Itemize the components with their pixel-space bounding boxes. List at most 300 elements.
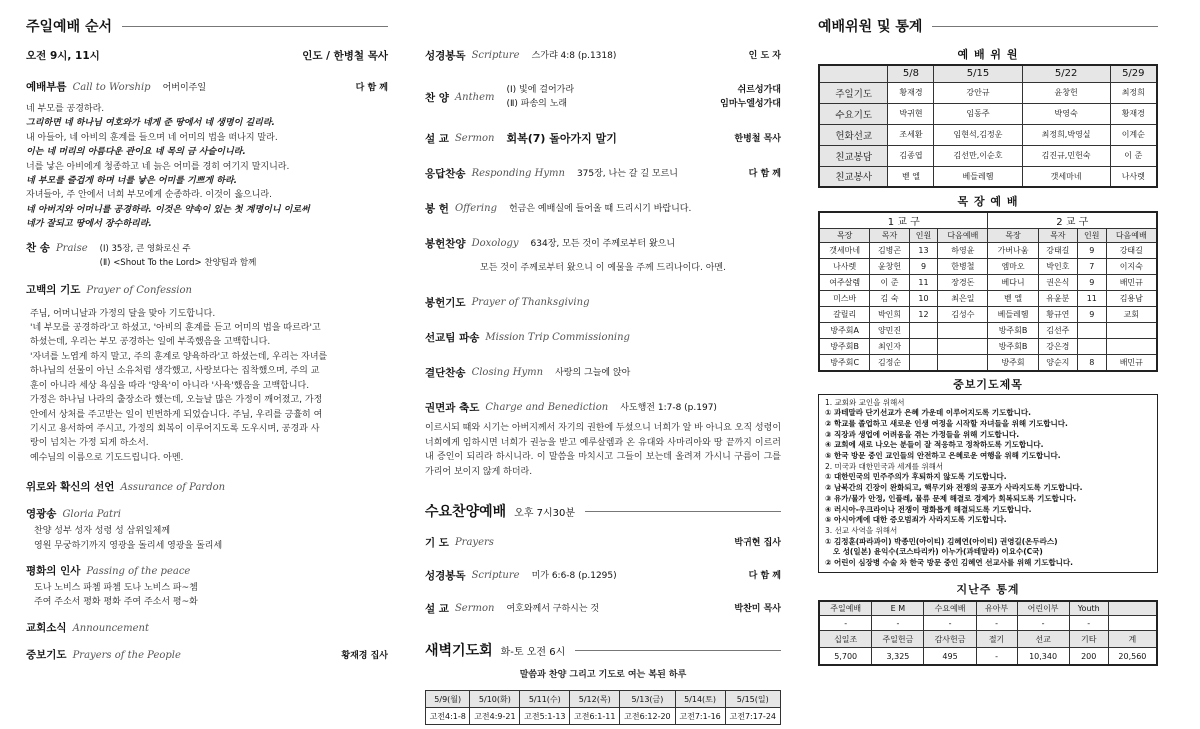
item-right: 쉬르성가대 임마누엘성가대	[720, 85, 781, 109]
mokjang-row	[819, 291, 1157, 307]
dawn-day-cell: 5/10(화)	[470, 691, 520, 708]
item-label: 교회소식	[26, 621, 67, 634]
call-line: 네 아버지와 어머니를 공경하라. 이것은 약속이 있는 첫 계명이니 이로써	[26, 204, 310, 215]
mokjang-cell	[1078, 339, 1107, 355]
item-right: 박귀현 집사	[734, 537, 781, 548]
mokjang-body	[819, 243, 1157, 371]
item-right: 황재경 집사	[341, 650, 388, 661]
group-2: 2 교 구	[988, 212, 1157, 229]
committee-name-cell: 임동주	[934, 103, 1022, 124]
mokjang-cell: 교회	[1106, 307, 1157, 323]
mokjang-cell: 12	[909, 307, 938, 323]
dawn-text-cell: 고전7:17-24	[725, 708, 780, 725]
item-label: 결단찬송	[425, 367, 466, 380]
stats-cell: 주일예배	[819, 601, 872, 616]
dawn-day-cell: 5/15(일)	[725, 691, 780, 708]
committee-role-cell: 헌화선교	[819, 124, 888, 145]
mokjang-title: 목 장 예 배	[957, 195, 1019, 208]
stats-cell: 선교	[1017, 631, 1069, 648]
item-mid: 미가 6:6-8 (p.1295)	[531, 570, 617, 581]
confession-line: 기시고 용서하여 주시고, 가정의 회복이 이루어지도록 도우시며, 공경과 사	[30, 423, 320, 434]
mokjang-header-cell: 다음예배	[938, 229, 988, 243]
confession-line: '자녀를 노엽게 하지 말고, 주의 훈계로 양육하라'고 하셨는데, 우리는 자녀를	[30, 351, 328, 362]
confession-row	[26, 282, 388, 297]
committee-name-cell: 최정희	[1110, 82, 1157, 103]
item-label: 찬 양	[425, 91, 449, 104]
item-label: 성경봉독	[425, 50, 466, 62]
committee-name-cell: 조세환	[888, 124, 934, 145]
prayer-line: ⑤ 한국 방문 중인 교인들의 안전하고 은혜로운 여행을 위해 기도합니다.	[825, 451, 1061, 461]
mokjang-header-row	[819, 229, 1157, 243]
confession-line: '네 부모를 공경하라'고 하셨고, '아비의 훈계를 듣고 어미의 법을 따르라'고	[30, 323, 321, 334]
mokjang-cell: 9	[1078, 243, 1107, 259]
stats-cell: 계	[1108, 631, 1157, 648]
item-label: 응답찬송	[425, 168, 466, 180]
item-en: Prayer of Thanksgiving	[471, 297, 590, 309]
section-title: 주일예배 순서	[26, 19, 113, 35]
committee-row	[819, 145, 1157, 166]
item-right: 한병철 목사	[734, 133, 781, 144]
prayer-line: ⑤ 아시아계에 대한 증오범죄가 사라지도록 기도합니다.	[825, 515, 1007, 525]
item-right: 다 함 께	[748, 570, 781, 581]
dawn-text-cell: 고전4:9-21	[470, 708, 520, 725]
mokjang-cell: 김용남	[1106, 291, 1157, 307]
item-en: Scripture	[471, 50, 520, 61]
stats-cell: Youth	[1069, 601, 1108, 616]
mokjang-row	[819, 323, 1157, 339]
committee-name-cell: 베들레헴	[934, 166, 1022, 187]
prayer-line: ① 김정훈(파라과이) 박종민(아이티) 김혜연(아이티) 권영길(온두라스)	[825, 536, 1058, 546]
service-time-row	[26, 48, 388, 63]
item-en: Call to Worship	[72, 82, 151, 93]
item-en: Doxology	[471, 238, 519, 249]
committee-row	[819, 124, 1157, 145]
mokjang-cell	[938, 323, 988, 339]
mokjang-cell: 방주회B	[819, 339, 870, 355]
prayer-box	[818, 394, 1158, 573]
item-en: Prayers of the People	[72, 649, 181, 661]
mokjang-header-cell: 다음예배	[1106, 229, 1157, 243]
mokjang-cell: 방주회A	[819, 323, 870, 339]
confession-line: 예수님의 이름으로 기도드립니다. 아멘.	[30, 452, 184, 463]
worship-items-list	[425, 48, 781, 251]
stats-cell: 감사헌금	[924, 631, 976, 648]
dawn-schedule-table	[425, 690, 781, 725]
gloria-row	[26, 506, 388, 521]
committee-name-cell: 임현석,김정운	[934, 124, 1022, 145]
mokjang-cell: 가버나움	[988, 243, 1038, 259]
praise-row	[26, 240, 388, 270]
item-en: Mission Trip Commissioning	[485, 332, 630, 344]
dawn-day-cell: 5/14(토)	[675, 691, 725, 708]
item-mid: 헌금은 예배실에 들어올 때 드리시기 바랍니다.	[508, 203, 692, 214]
mokjang-cell: 나사렛	[819, 259, 870, 275]
stats-cell: -	[976, 648, 1017, 665]
item-label: 봉헌기도	[425, 297, 466, 310]
stats-cell: -	[1017, 616, 1069, 631]
worship-item-row	[425, 295, 781, 310]
committee-name-cell: 갯세마네	[1022, 166, 1110, 187]
stats-cell: 어린이부	[1017, 601, 1069, 616]
assurance-row	[26, 479, 388, 494]
call-line: 너를 낳은 아비에게 청종하고 네 늙은 어미를 경히 여기지 말지니라.	[26, 161, 290, 172]
mokjang-cell: 최은일	[938, 291, 988, 307]
committee-row	[819, 82, 1157, 103]
mokjang-row	[819, 275, 1157, 291]
mokjang-cell	[938, 339, 988, 355]
prayer-line: ② 어린이 심장병 수술 차 한국 방문 중인 김혜연 선교사를 위해 기도합니다.	[825, 558, 1074, 568]
gloria-line-2: 영원 무궁하기까지 영광을 돌리세 영광을 돌리세	[34, 540, 223, 551]
stats-cell: -	[872, 616, 924, 631]
order-of-worship-column	[26, 0, 388, 662]
prayer-line: ④ 러시아-우크라이나 전쟁이 평화롭게 해결되도록 기도합니다.	[825, 504, 1032, 514]
committee-date-cell: 5/29	[1110, 65, 1157, 82]
committee-name-cell: 김진규,민헌숙	[1022, 145, 1110, 166]
prayer-line: ③ 유가/물가 안정, 인플레, 물류 문제 해결로 경제가 회복되도록 기도합니다.	[825, 493, 1077, 503]
committee-title: 예 배 위 원	[957, 48, 1019, 61]
mokjang-cell: 베다니	[988, 275, 1038, 291]
call-line: 네 부모를 공경하라.	[26, 104, 105, 114]
item-label: 성경봉독	[425, 570, 466, 583]
mokjang-cell: 벧 엘	[988, 291, 1038, 307]
stats-cell	[1108, 601, 1157, 616]
worship-item-row	[425, 601, 781, 616]
mokjang-cell: 양민진	[870, 323, 909, 339]
mokjang-header-cell: 목장	[819, 229, 870, 243]
call-line: 네 부모를 즐겁게 하며 너를 낳은 어미를 기쁘게 하라.	[26, 176, 238, 187]
committee-row	[819, 103, 1157, 124]
mokjang-cell: 갈릴리	[819, 307, 870, 323]
committee-name-cell: 박귀현	[888, 103, 934, 124]
item-en: Prayer of Confession	[86, 284, 192, 296]
call-line: 이는 네 머리의 아름다운 관이요 네 목의 금 사슬이니라.	[26, 147, 246, 158]
committee-name-cell: 나사렛	[1110, 166, 1157, 187]
worship-item-row	[425, 330, 781, 345]
peace-line-2: 주여 주소서 평화 평화 주여 주소서 평~화	[34, 597, 198, 608]
mokjang-cell: 강태길	[1106, 243, 1157, 259]
praise-song-2: (Ⅱ) <Shout To the Lord> 찬양팀과 함께	[99, 257, 257, 268]
mokjang-group-row	[819, 212, 1157, 229]
item-en: Offering	[454, 203, 497, 214]
mokjang-cell: 방주회B	[988, 339, 1038, 355]
confession-line: 주님, 어머니날과 가정의 달을 맞아 기도합니다.	[30, 308, 216, 319]
stats-cell: 200	[1069, 648, 1108, 665]
committee-name-cell: 김종엽	[888, 145, 934, 166]
confession-line: 훈이 아니라 세상 욕심을 따라 '양육'이 아니라 '사육'했음을 고백합니다.	[30, 380, 310, 391]
stats-cell: 495	[924, 648, 976, 665]
stats-header-1	[819, 601, 1157, 616]
committee-role-cell: 수요기도	[819, 103, 888, 124]
peace-line-1: 도나 노비스 파쳄 파쳄 도나 노비스 파~쳄	[34, 582, 198, 593]
stats-cell: 주일헌금	[872, 631, 924, 648]
mokjang-cell: 이지숙	[1106, 259, 1157, 275]
committee-name-cell: 이 준	[1110, 145, 1157, 166]
worship-item-row	[425, 236, 781, 251]
mokjang-row	[819, 355, 1157, 371]
stats-cell: 기타	[1069, 631, 1108, 648]
committee-name-cell: 강안규	[934, 82, 1022, 103]
committee-date-cell: 5/22	[1022, 65, 1110, 82]
gloria-text	[26, 524, 388, 553]
item-en: Anthem	[454, 91, 495, 103]
mokjang-cell: 김정순	[870, 355, 909, 371]
confession-line: 가정은 하나님 나라의 출장소라 했는데, 오늘날 많은 가정이 깨어졌고, 가정	[30, 395, 323, 406]
item-label: 찬 송	[26, 241, 50, 254]
mokjang-cell: 8	[1078, 355, 1107, 371]
committee-name-cell: 김선만,이순호	[934, 145, 1022, 166]
mokjang-cell	[938, 355, 988, 371]
item-mid: 634장, 모든 것이 주께로부터 왔으니	[530, 238, 676, 249]
item-en: Gloria Patri	[62, 509, 122, 521]
worship-item-row	[425, 568, 781, 583]
peace-row	[26, 563, 388, 578]
worship-item-row	[425, 131, 781, 146]
item-label: 설 교	[425, 133, 449, 145]
doxology-line: 모든 것이 주께로부터 왔으니 이 예물을 주께 드리나이다. 아멘.	[480, 263, 726, 273]
stats-values-2	[819, 648, 1157, 665]
mokjang-cell: 박인호	[1038, 259, 1077, 275]
heading-rule	[575, 650, 781, 651]
call-to-worship-text	[26, 102, 388, 232]
mokjang-cell: 김선주	[1038, 323, 1077, 339]
item-en: Responding Hymn	[471, 168, 565, 179]
stats-cell: 유아부	[976, 601, 1017, 616]
heading-rule	[122, 26, 388, 27]
dawn-texts-row	[426, 708, 781, 725]
item-label: 기 도	[425, 537, 449, 550]
item-en: Assurance of Pardon	[120, 482, 226, 494]
item-en: Passing of the peace	[86, 565, 191, 577]
mokjang-header-cell: 목장	[988, 229, 1038, 243]
item-label: 중보기도	[26, 648, 67, 661]
mokjang-cell	[909, 355, 938, 371]
prayer-line: ② 학교를 졸업하고 새로운 인생 여정을 시작할 자녀들을 위해 기도합니다.	[825, 418, 1068, 428]
committee-name-cell: 황재경	[1110, 103, 1157, 124]
prayer-line: ① 대한민국의 민주주의가 후퇴하지 않도록 기도합니다.	[825, 472, 1007, 482]
worship-items-list-2	[425, 295, 781, 415]
stats-cell: 십일조	[819, 631, 872, 648]
stats-cell: -	[924, 616, 976, 631]
item-en: Announcement	[72, 622, 149, 634]
section-time: 오후 7시30분	[514, 507, 576, 519]
mokjang-cell: 장경돈	[938, 275, 988, 291]
stats-title: 지난주 통계	[956, 582, 1020, 596]
prayer-line: ① 과테말라 단기선교가 은혜 가운데 이루어지도록 기도합니다.	[825, 408, 1031, 418]
stats-cell: 수요예배	[924, 601, 976, 616]
stats-cell: 절기	[976, 631, 1017, 648]
mokjang-cell: 9	[1078, 275, 1107, 291]
mokjang-cell: 13	[909, 243, 938, 259]
mokjang-header-cell: 인원	[909, 229, 938, 243]
committee-table	[818, 64, 1158, 188]
mokjang-cell	[909, 323, 938, 339]
committee-corner-cell	[819, 65, 888, 82]
committee-name-cell: 황재경	[888, 82, 934, 103]
stats-table	[818, 600, 1158, 666]
stats-cell: -	[1069, 616, 1108, 631]
mokjang-cell: 윤창헌	[870, 259, 909, 275]
dawn-text-cell: 고전4:1-8	[426, 708, 470, 725]
item-mid: (Ⅰ) 빛에 걸어가라 (Ⅱ) 파송의 노래	[506, 85, 575, 109]
section-title: 수요찬양예배	[425, 504, 507, 521]
mokjang-cell: 김성수	[938, 307, 988, 323]
committee-name-cell: 벧 엘	[888, 166, 934, 187]
heading-rule	[932, 26, 1158, 27]
mokjang-cell: 갯세마네	[819, 243, 870, 259]
item-label: 평화의 인사	[26, 564, 81, 577]
worship-item-row	[425, 83, 781, 111]
mokjang-cell: 배민규	[1106, 355, 1157, 371]
sunday-worship-heading	[26, 14, 388, 38]
committee-heading	[818, 14, 1158, 38]
prayer-title: 중보기도제목	[953, 377, 1023, 391]
mokjang-cell: 강은경	[1038, 339, 1077, 355]
mokjang-table	[818, 211, 1158, 372]
confession-line: 안에서 상처를 주고받는 일이 빈번하게 되었습니다. 주님, 우리를 긍휼히 여	[30, 409, 323, 420]
item-label: 봉 헌	[425, 203, 449, 215]
committee-role-cell: 친교봉담	[819, 145, 888, 166]
service-time: 오전 9시, 11시	[26, 50, 100, 62]
item-mid: 스가랴 4:8 (p.1318)	[531, 50, 617, 61]
mokjang-header-cell: 목자	[870, 229, 909, 243]
worship-item-row	[425, 535, 781, 550]
stats-cell: 3,325	[872, 648, 924, 665]
mokjang-cell	[1106, 323, 1157, 339]
mokjang-row	[819, 243, 1157, 259]
worship-item-row	[425, 365, 781, 380]
prayer-line: 오 성(일본) 윤익수(코스타리카) 이누가(과테말라) 이요수(C국)	[825, 547, 1043, 557]
item-label: 봉헌찬양	[425, 238, 466, 250]
call-line: 그리하면 네 하나님 여호와가 네게 준 땅에서 네 생명이 길리라.	[26, 118, 275, 129]
call-to-worship-row	[26, 79, 388, 94]
gloria-line-1: 찬양 성부 성자 성령 성 삼위일체께	[34, 526, 171, 537]
committee-name-cell: 최정희,박영실	[1022, 124, 1110, 145]
prayer-group-head: 1. 교회와 교인을 위해서	[825, 397, 905, 407]
praise-songs	[88, 242, 388, 270]
section-title: 새벽기도회	[425, 643, 493, 660]
committee-row	[819, 166, 1157, 187]
call-line: 자녀들아, 주 안에서 너희 부모에게 순종하라. 이것이 옳으니라.	[26, 190, 272, 201]
item-right: 다 함 께	[748, 168, 781, 179]
mokjang-cell: 김병곤	[870, 243, 909, 259]
mokjang-cell: 권은식	[1038, 275, 1077, 291]
item-en: Sermon	[454, 603, 495, 615]
mokjang-cell	[1106, 339, 1157, 355]
item-label: 고백의 기도	[26, 283, 81, 296]
item-label: 설 교	[425, 603, 449, 616]
dawn-text-cell: 고전6:12-20	[620, 708, 675, 725]
stats-cell: 20,560	[1108, 648, 1157, 665]
confession-line: 하나님의 선물이 아닌 소유처럼 생각했고, 사랑보다는 집착했으며, 주의 교	[30, 366, 320, 377]
mokjang-cell: 베들레헴	[988, 307, 1038, 323]
committee-name-cell: 윤창헌	[1022, 82, 1110, 103]
stats-cell: 5,700	[819, 648, 872, 665]
prayer-line: ② 남북간의 긴장이 완화되고, 핵무기와 전쟁의 공포가 사라지도록 기도합니다.	[825, 483, 1083, 493]
prayer-line: ③ 직장과 생업에 어려움을 겪는 가정들을 위해 기도합니다.	[825, 429, 1020, 439]
item-mid: 사도행전 1:7-8 (p.197)	[620, 402, 717, 413]
mokjang-cell: 배민규	[1106, 275, 1157, 291]
mokjang-cell: 10	[909, 291, 938, 307]
committee-date-cell: 5/8	[888, 65, 934, 82]
dawn-day-cell: 5/13(금)	[620, 691, 675, 708]
worship-item-row	[425, 201, 781, 216]
confession-line: 랑이 넘치는 가정 되게 하소서.	[30, 438, 149, 449]
mokjang-cell: 7	[1078, 259, 1107, 275]
mokjang-cell: 양순지	[1038, 355, 1077, 371]
item-right: 인 도 자	[748, 50, 781, 61]
prayer-group-head: 2. 미국과 대한민국과 세계를 위해서	[825, 461, 944, 471]
mokjang-header-cell: 인원	[1078, 229, 1107, 243]
mokjang-row	[819, 307, 1157, 323]
mokjang-row	[819, 259, 1157, 275]
item-label: 영광송	[26, 508, 57, 521]
heading-rule	[585, 511, 781, 512]
peace-text	[26, 581, 388, 610]
item-mid: 여호와께서 구하시는 것	[506, 603, 600, 614]
item-mid: 사랑의 그늘에 앉아	[555, 367, 631, 378]
committee-header-row	[819, 65, 1157, 82]
committee-name-cell: 박영숙	[1022, 103, 1110, 124]
call-line: 내 아들아, 네 아비의 훈계를 들으며 네 어미의 법을 떠나지 말라.	[26, 132, 278, 143]
prayer-group-head: 3. 선교 사역을 위해서	[825, 525, 898, 535]
stats-cell: 10,340	[1017, 648, 1069, 665]
mokjang-cell: 황규연	[1038, 307, 1077, 323]
item-mid: 회복(7) 돌아가지 말기	[506, 131, 617, 145]
mokjang-cell: 미스바	[819, 291, 870, 307]
wednesday-worship-heading	[425, 499, 781, 523]
item-right: 박찬미 목사	[734, 603, 781, 614]
dawn-prayer-heading	[425, 638, 781, 662]
item-label: 선교팀 파송	[425, 332, 480, 345]
stats-header-2	[819, 631, 1157, 648]
item-label: 권면과 축도	[425, 402, 480, 415]
mokjang-cell: 방주회B	[988, 323, 1038, 339]
mokjang-cell: 유윤분	[1038, 291, 1077, 307]
stats-cell: E M	[872, 601, 924, 616]
prayers-of-people-row	[26, 647, 388, 662]
item-en: Praise	[55, 242, 88, 254]
worship-item-row	[425, 400, 781, 415]
mokjang-cell: 방주회C	[819, 355, 870, 371]
item-en: Sermon	[454, 133, 495, 144]
dawn-text-cell: 고전7:1-16	[675, 708, 725, 725]
mokjang-cell: 엠마오	[988, 259, 1038, 275]
item-en: Charge and Benediction	[485, 402, 609, 414]
dawn-day-cell: 5/12(목)	[570, 691, 620, 708]
stats-cell: -	[819, 616, 872, 631]
dawn-text-cell: 고전5:1-13	[520, 708, 570, 725]
committee-name-cell: 이계순	[1110, 124, 1157, 145]
committee-role-cell: 주일기도	[819, 82, 888, 103]
prayer-line: ④ 교회에 새로 나오는 분들이 잘 적응하고 정착하도록 기도합니다.	[825, 440, 1044, 450]
item-mid: 375장, 나는 갈 길 모르니	[576, 168, 678, 179]
worship-item-row	[425, 48, 781, 63]
mokjang-cell: 박인희	[870, 307, 909, 323]
confession-line: 하셨는데, 우리는 부모 공경하는 일에 부족했음을 고백합니다.	[30, 337, 271, 348]
item-en: Scripture	[471, 570, 520, 582]
order-continued-column	[425, 48, 781, 725]
dawn-caption: 말씀과 찬양 그리고 기도로 여는 복된 하루	[519, 670, 687, 681]
mokjang-cell: 방주회	[988, 355, 1038, 371]
item-en: Closing Hymn	[471, 367, 544, 379]
group-1: 1 교 구	[819, 212, 988, 229]
mokjang-cell: 한병철	[938, 259, 988, 275]
mokjang-cell: 11	[1078, 291, 1107, 307]
benediction-text: 이르시되 때와 시기는 아버지께서 자기의 권한에 두셨으니 너희가 알 바 아니요 오직 성령이 너희에게 임하시면 너희가 권능을 받고 예루살렘과 온 유대와 사마리아와 땅 끝까지 이르러 내 증인이 되리라 하시니라. 이 말씀을 마치시고 그들이 보는데 올려져 가시니 구름이 그를 가리어 보이지 않게 하더라.	[425, 423, 782, 477]
dawn-text-cell: 고전6:1-11	[570, 708, 620, 725]
worship-item-row	[425, 166, 781, 181]
mokjang-cell: 9	[1078, 307, 1107, 323]
